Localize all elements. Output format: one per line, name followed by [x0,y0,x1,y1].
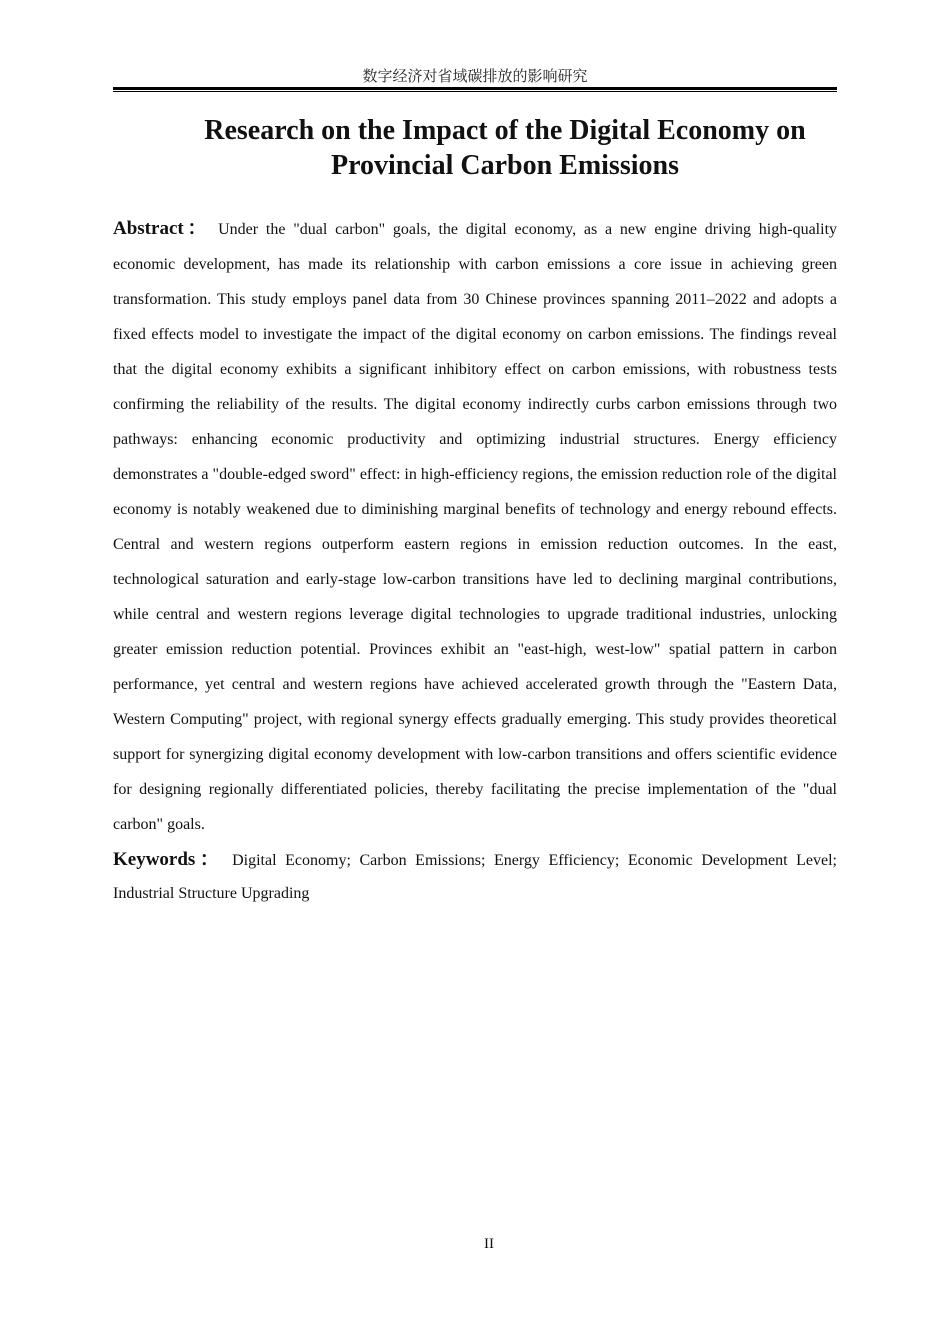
keywords-paragraph [113,843,837,910]
header-rule-thin [113,91,837,92]
paper-title: Research on the Impact of the Digital Economy on Provincial Carbon Emissions [204,115,806,181]
header-rule [113,87,837,93]
running-header: 数字经济对省域碳排放的影响研究 [362,69,588,85]
header-rule-thick [113,87,837,90]
abstract-label: Abstract： [113,218,211,239]
page-number: II [484,1236,494,1252]
keywords-text: Digital Economy; Carbon Emissions; Energy Efficiency; Economic Development Level; Industrial Structure Upgrading [113,852,838,902]
abstract-text: Under the "dual carbon" goals, the digital economy, as a new engine driving high-quality economic development, has made its relationship with carbon emissions a core issue in achieving green transformation. This study employs panel data from 30 Chinese provinces spanning 2011–2022 and adopts a fixed effects model to investigate the impact of the digital economy on carbon emissions. The findings reveal that the digital economy exhibits a significant inhibitory effect on carbon emissions, with robustness tests confirming the reliability of the results. The digital economy indirectly curbs carbon emissions through two pathways: enhancing economic productivity and optimizing industrial structures. Energy efficiency demonstrates a "double-edged sword" effect: in high-efficiency regions, the emission reduction role of the digital economy is notably weakened due to diminishing marginal benefits of technology and energy rebound effects. Central and western regions outperform eastern regions in emission reduction outcomes. In the east, technological saturation and early-stage low-carbon transitions have led to declining marginal contributions, while central and western regions leverage digital technologies to upgrade traditional industries, unlocking greater emission reduction potential. Provinces exhibit an "east-high, west-low" spatial pattern in carbon performance, yet central and western regions have achieved accelerated growth through the "Eastern Data, Western Computing" project, with regional synergy effects gradually emerging. This study provides theoretical support for synergizing digital economy development with low-carbon transitions and offers scientific evidence for designing regionally differentiated policies, thereby facilitating the precise implementation of the "dual carbon" goals. [113,221,838,833]
abstract-paragraph [113,211,837,842]
keywords-label: Keywords： [113,849,224,870]
